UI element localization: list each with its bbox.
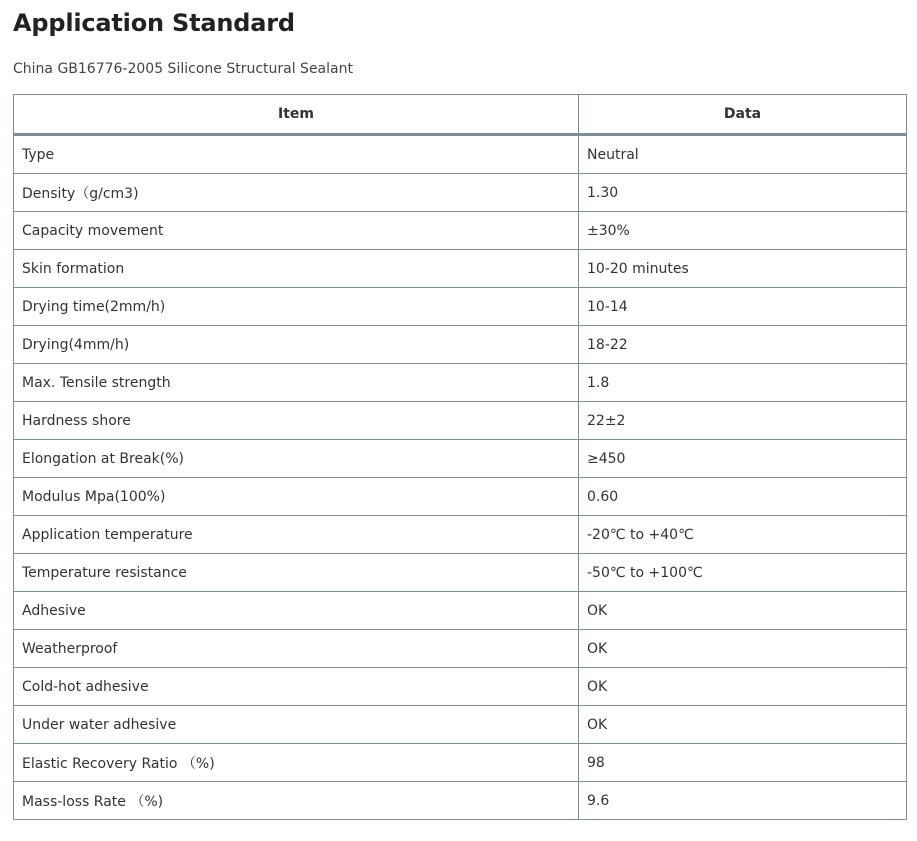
data-cell: OK <box>579 668 907 706</box>
table-row <box>14 288 907 326</box>
item-cell: Elastic Recovery Ratio （%) <box>14 744 579 782</box>
data-cell: -20℃ to +40℃ <box>579 516 907 554</box>
table-body <box>14 135 907 820</box>
table-row <box>14 440 907 478</box>
item-cell: Skin formation <box>14 250 579 288</box>
page-subtitle: China GB16776-2005 Silicone Structural Sealant <box>13 61 353 77</box>
data-cell: 1.30 <box>579 174 907 212</box>
item-cell: Under water adhesive <box>14 706 579 744</box>
item-cell: Modulus Mpa(100%) <box>14 478 579 516</box>
table-row <box>14 135 907 174</box>
table-header-row <box>14 95 907 135</box>
item-cell: Drying(4mm/h) <box>14 326 579 364</box>
table-row <box>14 744 907 782</box>
item-cell: Application temperature <box>14 516 579 554</box>
data-cell: ≥450 <box>579 440 907 478</box>
data-cell: ±30% <box>579 212 907 250</box>
table-row <box>14 782 907 820</box>
data-cell: OK <box>579 706 907 744</box>
data-cell: -50℃ to +100℃ <box>579 554 907 592</box>
header-item: Item <box>14 95 579 135</box>
data-cell: 98 <box>579 744 907 782</box>
data-cell: 22±2 <box>579 402 907 440</box>
table-row <box>14 364 907 402</box>
table-row <box>14 174 907 212</box>
header-data: Data <box>579 95 907 135</box>
table-row <box>14 592 907 630</box>
spec-table <box>13 94 907 820</box>
data-cell: 18-22 <box>579 326 907 364</box>
data-cell: OK <box>579 630 907 668</box>
table-row <box>14 630 907 668</box>
data-cell: Neutral <box>579 135 907 174</box>
item-cell: Mass-loss Rate （%) <box>14 782 579 820</box>
item-cell: Type <box>14 135 579 174</box>
table-row <box>14 516 907 554</box>
page-title: Application Standard <box>13 9 295 37</box>
item-cell: Max. Tensile strength <box>14 364 579 402</box>
data-cell: 0.60 <box>579 478 907 516</box>
table-row <box>14 326 907 364</box>
table-row <box>14 668 907 706</box>
item-cell: Elongation at Break(%) <box>14 440 579 478</box>
item-cell: Adhesive <box>14 592 579 630</box>
item-cell: Capacity movement <box>14 212 579 250</box>
table-row <box>14 478 907 516</box>
item-cell: Weatherproof <box>14 630 579 668</box>
table-row <box>14 554 907 592</box>
data-cell: OK <box>579 592 907 630</box>
data-cell: 10-14 <box>579 288 907 326</box>
data-cell: 10-20 minutes <box>579 250 907 288</box>
item-cell: Density（g/cm3) <box>14 174 579 212</box>
table-row <box>14 706 907 744</box>
table-row <box>14 402 907 440</box>
data-cell: 1.8 <box>579 364 907 402</box>
table-row <box>14 212 907 250</box>
table-row <box>14 250 907 288</box>
data-cell: 9.6 <box>579 782 907 820</box>
item-cell: Cold-hot adhesive <box>14 668 579 706</box>
item-cell: Hardness shore <box>14 402 579 440</box>
item-cell: Temperature resistance <box>14 554 579 592</box>
item-cell: Drying time(2mm/h) <box>14 288 579 326</box>
